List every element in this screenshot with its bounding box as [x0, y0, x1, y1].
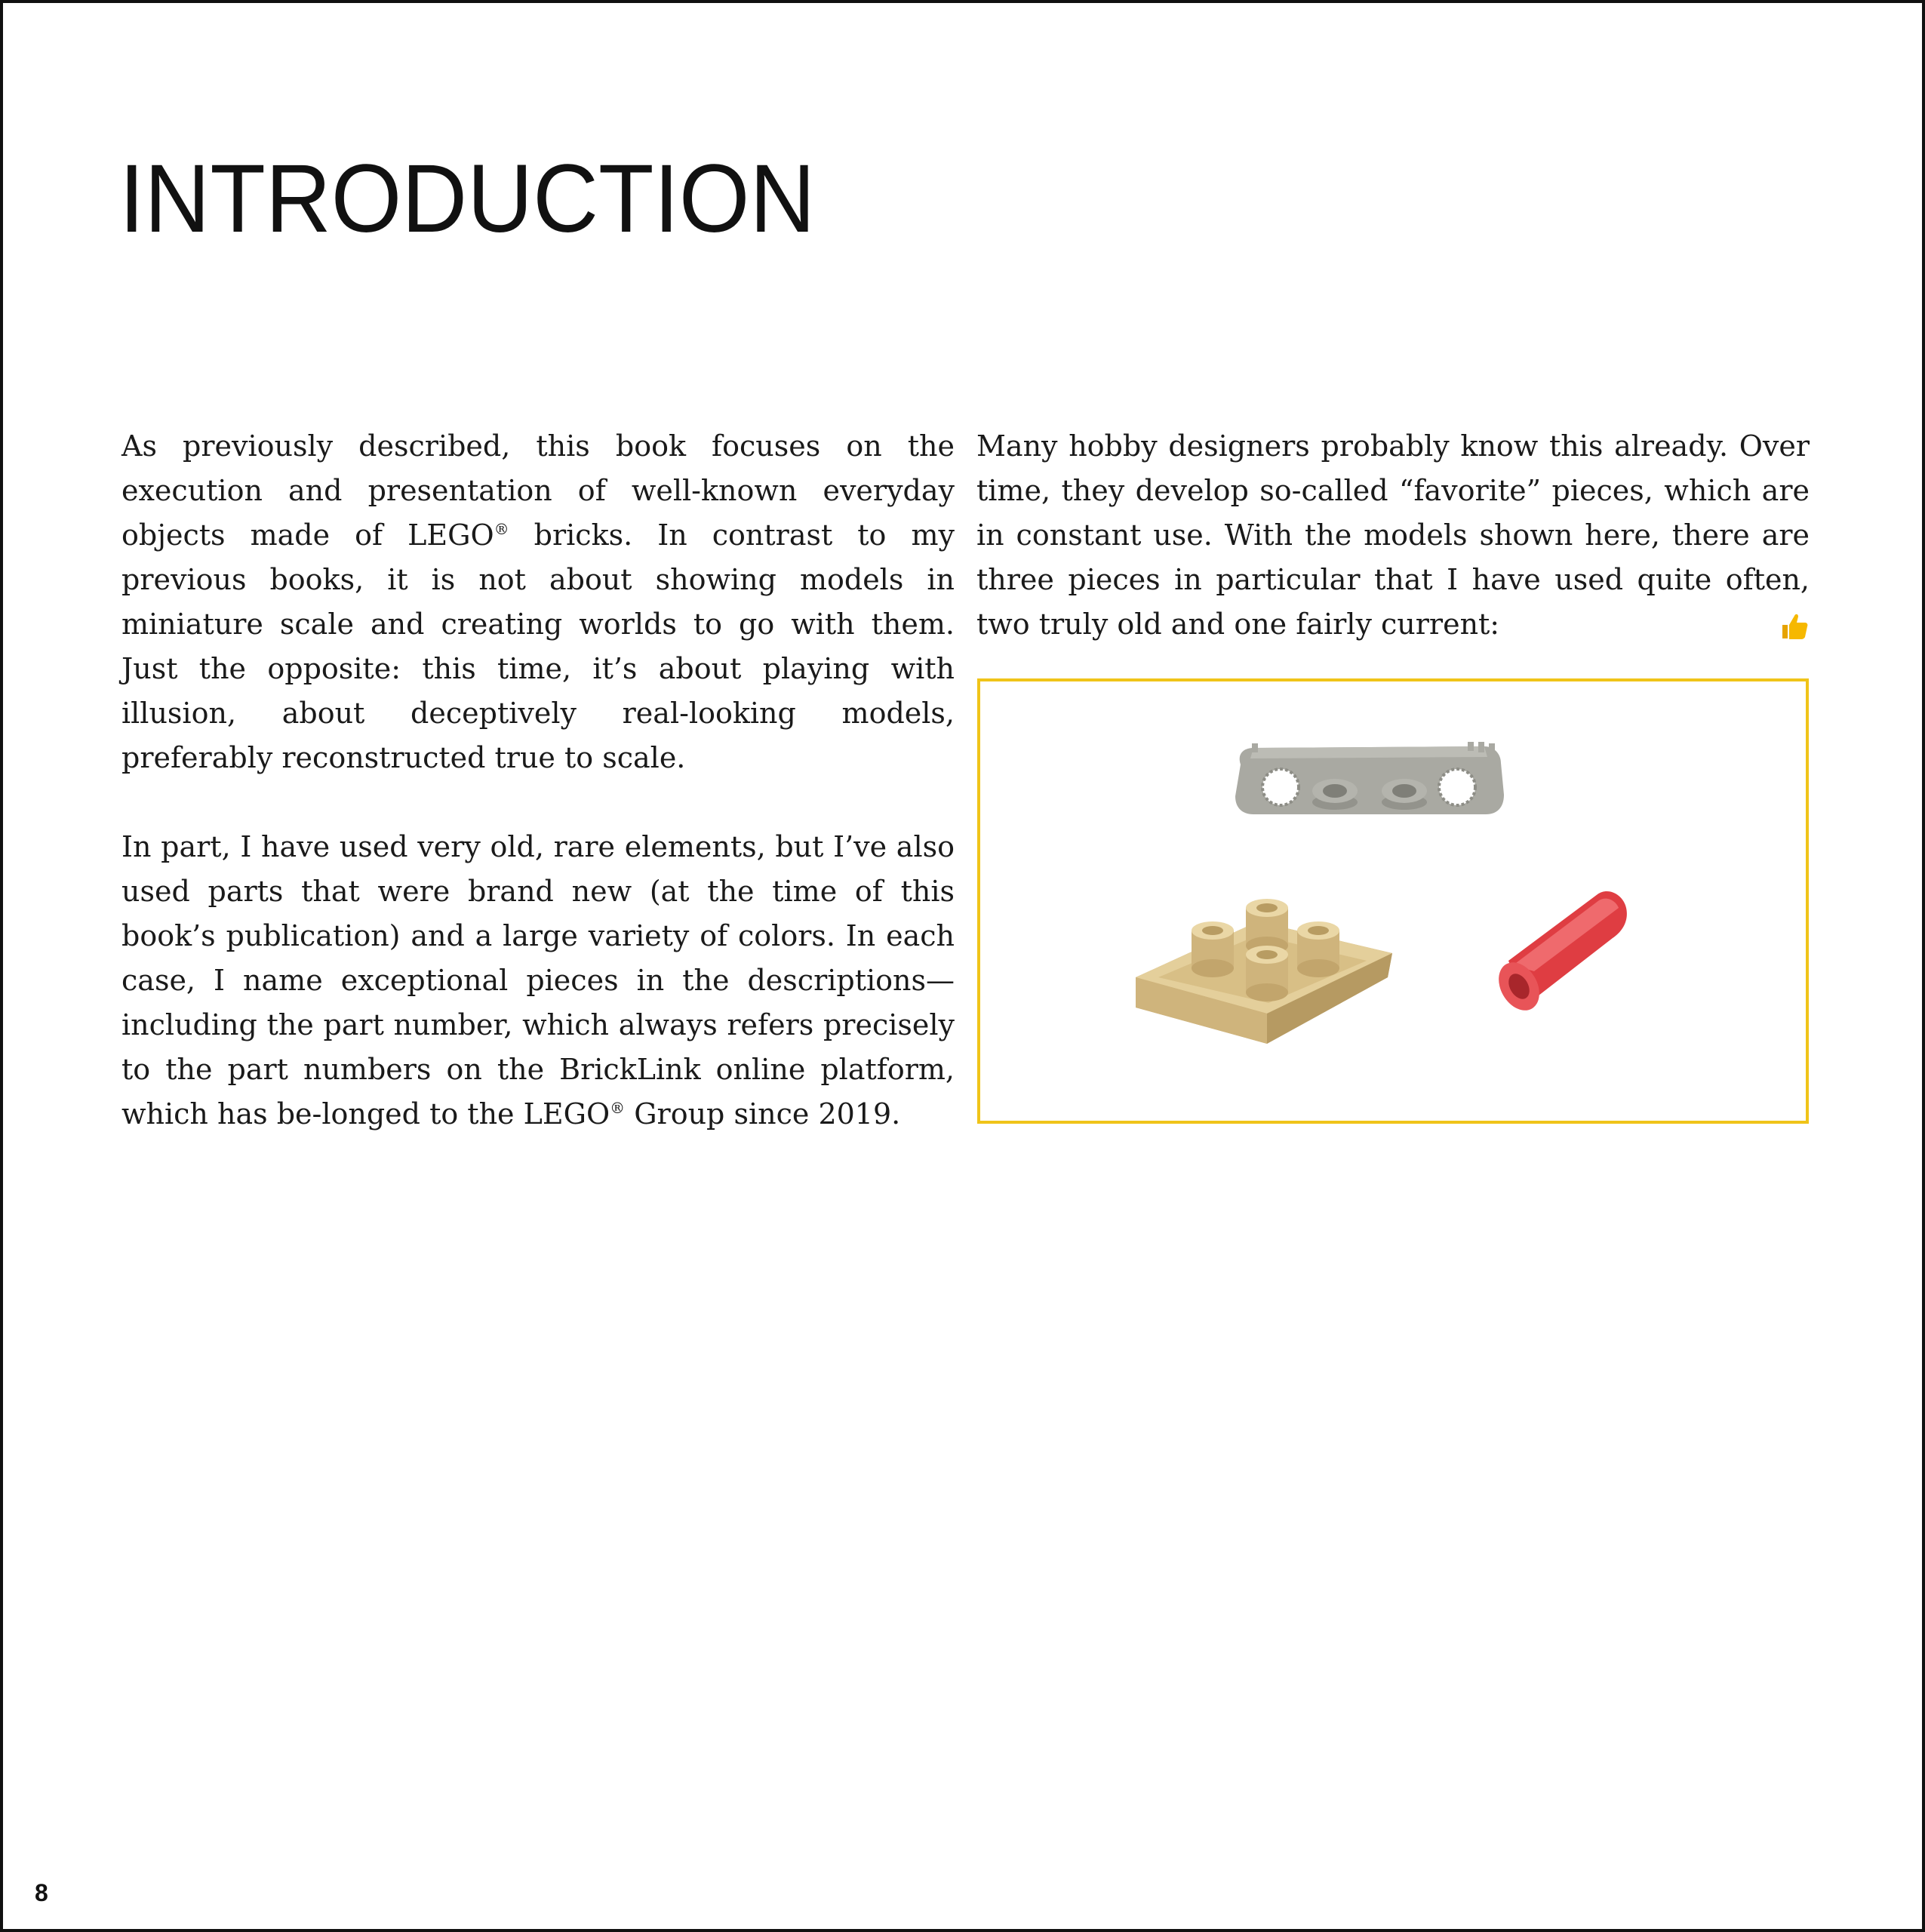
gray-technic-plate [1235, 742, 1504, 814]
page-number: 8 [35, 1879, 48, 1906]
red-technic-pin [1490, 891, 1627, 1017]
favorites-paragraph: Many hobby designers probably know this already. Over time, they develop so-called “favorite” pieces, which are in constant use. With the models shown here, there are three pieces in particular that I have used quite often, two truly old and one fairly current: [976, 429, 1810, 641]
lego-pieces-illustration [980, 681, 1806, 1121]
lego-pieces-figure [977, 678, 1809, 1124]
thumbs-up-icon [1779, 611, 1810, 641]
page-title: INTRODUCTION [119, 145, 816, 253]
registered-mark: ® [494, 520, 509, 538]
tan-inverted-plate-2x2 [1136, 899, 1392, 1044]
registered-mark: ® [610, 1099, 626, 1117]
intro-paragraph-2: In part, I have used very old, rare elements, but I’ve also used parts that were brand new (at the time of this book’s publication) and a large variety of colors. In each case, I name exceptional pieces in the descriptions—including the part number, which always refers precisely to the part numbers on the BrickLink online platform, which has be-longed to the LEGO® Group since 2019. [121, 830, 955, 1131]
right-column [976, 424, 1810, 647]
left-column [121, 424, 955, 1137]
intro-paragraph-1: As previously described, this book focuses on the execution and presentation of well-known everyday objects made of LEGO® bricks. In contrast to my previous books, it is not about showing models in miniature scale and creating worlds to go with them. Just the opposite: this time, it’s about playing with illusion, about deceptively real-looking models, preferably reconstructed true to scale. [121, 429, 955, 774]
